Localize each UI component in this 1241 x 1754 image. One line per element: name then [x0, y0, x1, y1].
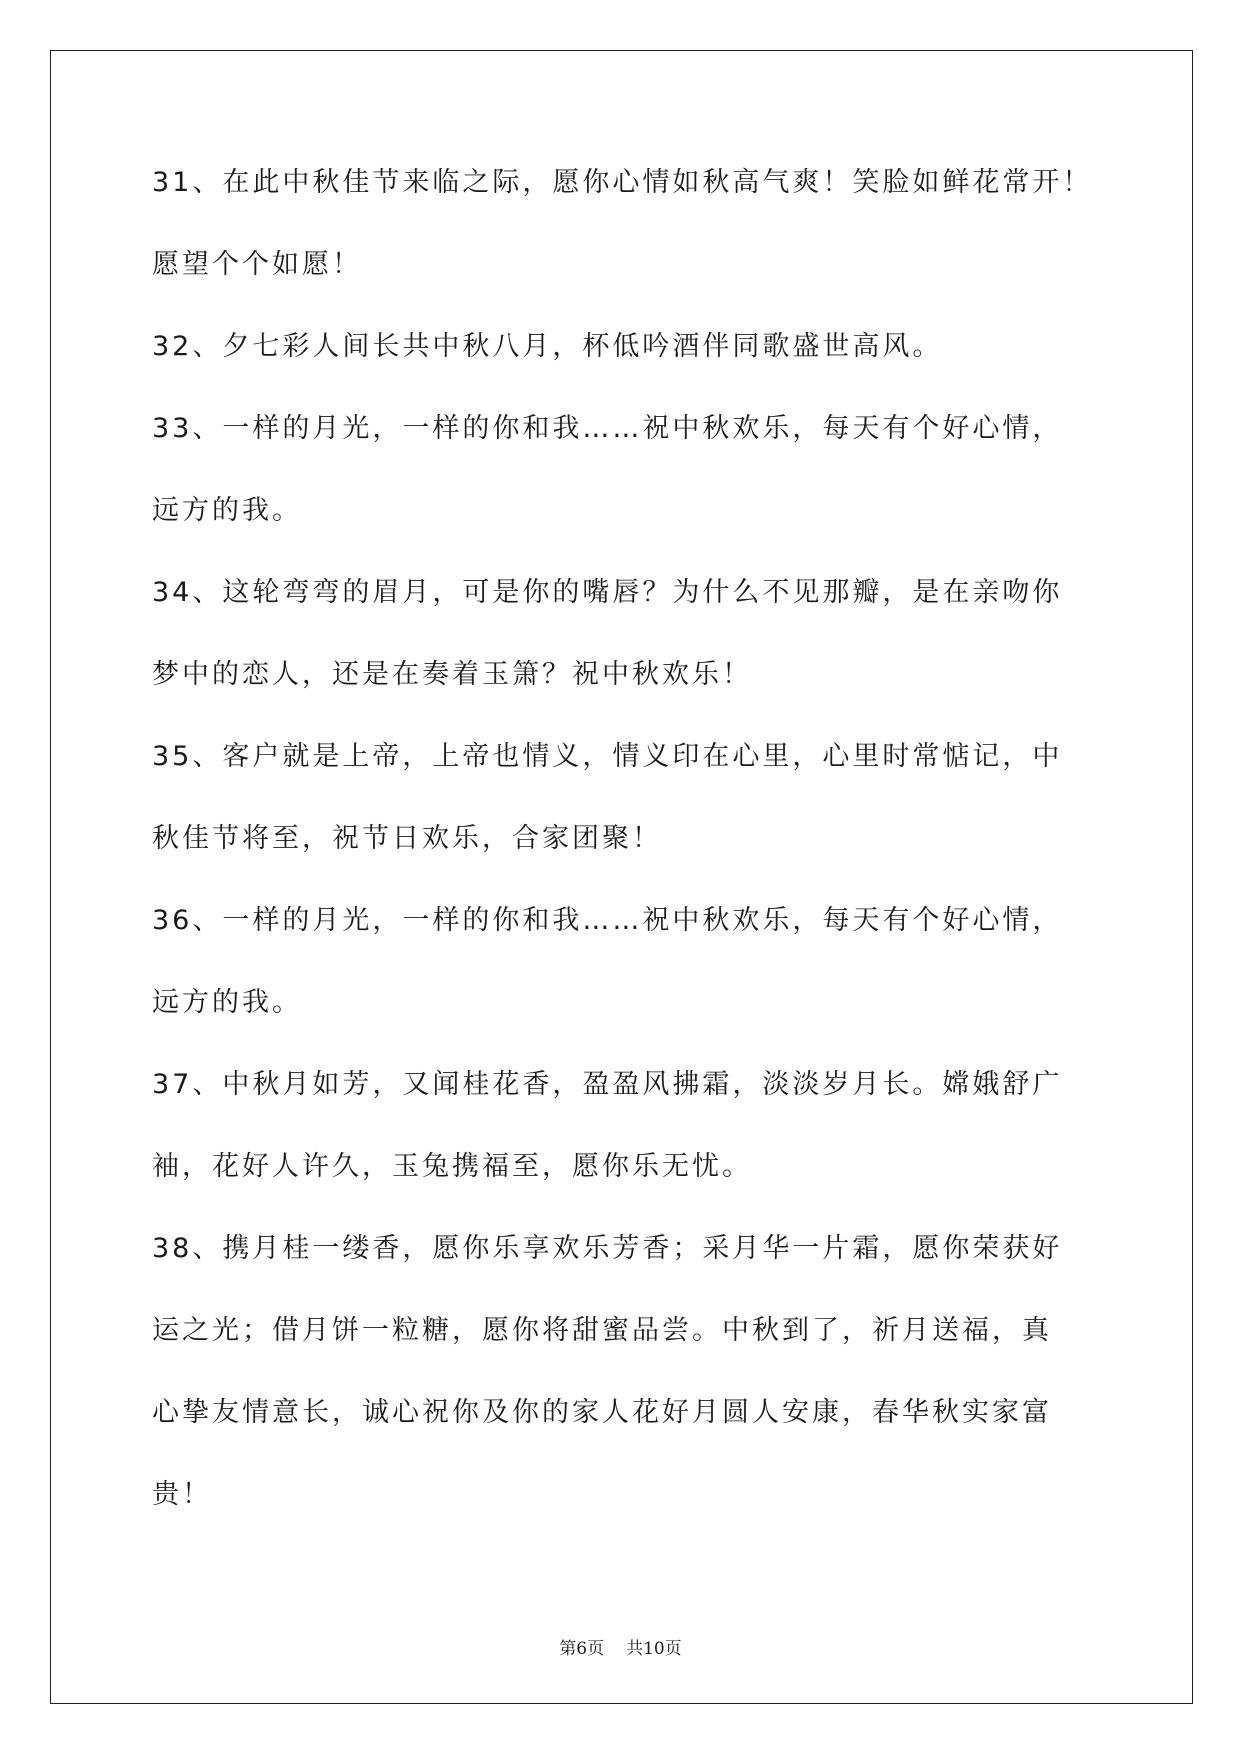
text-line: 32、夕七彩人间长共中秋八月，杯低吟酒伴同歌盛世高风。 — [152, 331, 943, 362]
text-line: 35、客户就是上帝，上帝也情义，情义印在心里，心里时常惦记，中 — [152, 741, 1063, 772]
page-footer — [0, 1634, 1241, 1659]
text-line: 贵！ — [152, 1479, 212, 1510]
text-line: 心挚友情意长，诚心祝你及你的家人花好月圆人安康，春华秋实家富 — [152, 1397, 1052, 1428]
text-line: 梦中的恋人，还是在奏着玉箫？祝中秋欢乐！ — [152, 659, 752, 690]
text-line: 36、一样的月光，一样的你和我……祝中秋欢乐，每天有个好心情， — [152, 905, 1063, 936]
text-line: 远方的我。 — [152, 987, 302, 1018]
document-body — [152, 163, 1092, 1557]
text-line: 运之光；借月饼一粒糖，愿你将甜蜜品尝。中秋到了，祈月送福，真 — [152, 1315, 1052, 1346]
text-line: 38、携月桂一缕香，愿你乐享欢乐芳香；采月华一片霜，愿你荣获好 — [152, 1233, 1063, 1264]
text-line: 33、一样的月光，一样的你和我……祝中秋欢乐，每天有个好心情， — [152, 413, 1063, 444]
text-line: 31、在此中秋佳节来临之际，愿你心情如秋高气爽！笑脸如鲜花常开！ — [152, 167, 1093, 198]
text-line: 34、这轮弯弯的眉月，可是你的嘴唇？为什么不见那瓣，是在亲吻你 — [152, 577, 1063, 608]
text-line: 37、中秋月如芳，又闻桂花香，盈盈风拂霜，淡淡岁月长。嫦娥舒广 — [152, 1069, 1063, 1100]
text-line: 秋佳节将至，祝节日欢乐，合家团聚！ — [152, 823, 662, 854]
text-line: 远方的我。 — [152, 495, 302, 526]
text-line: 愿望个个如愿！ — [152, 249, 362, 280]
page-number: 第6页 — [559, 1639, 605, 1659]
page-total: 共10页 — [626, 1639, 682, 1659]
text-line: 袖，花好人许久，玉兔携福至，愿你乐无忧。 — [152, 1151, 752, 1182]
